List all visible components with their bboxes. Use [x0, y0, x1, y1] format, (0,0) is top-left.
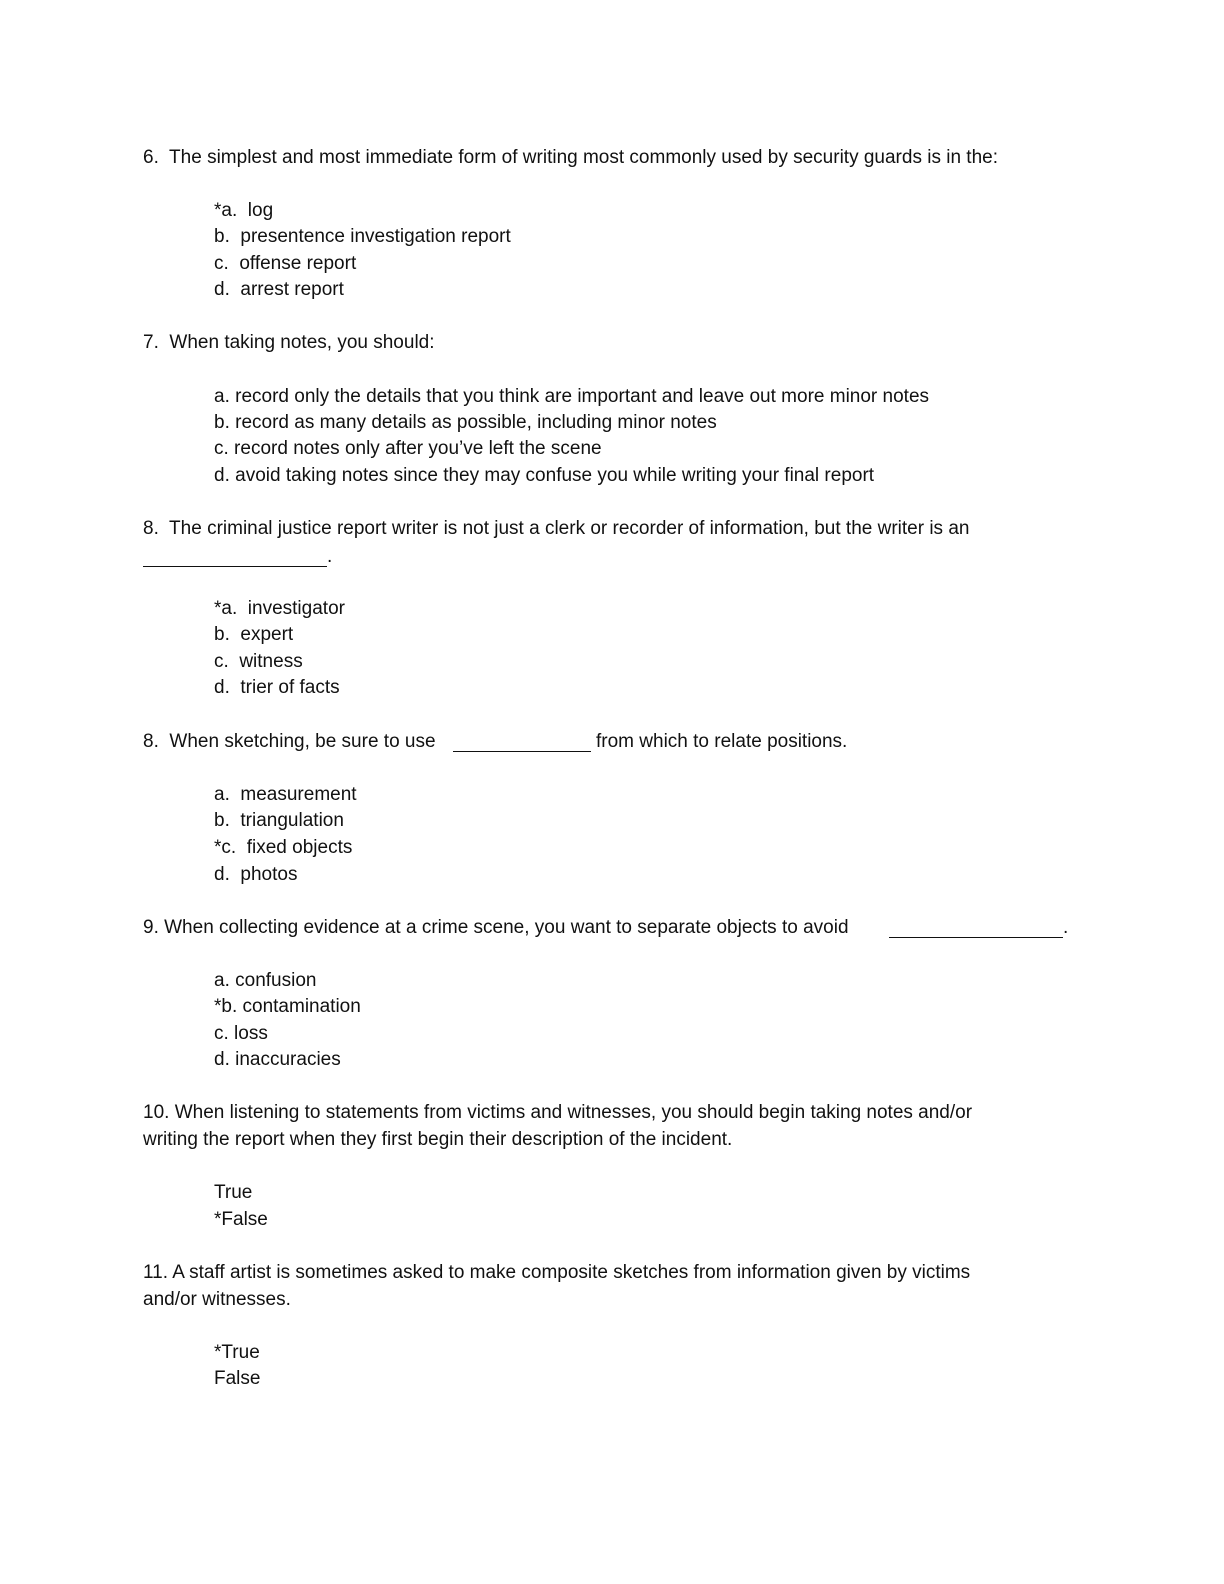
question-11-stem-line1: 11. A staff artist is sometimes asked to make composite sketches from information given by victims — [143, 1262, 971, 1283]
question-7-stem: 7. When taking notes, you should: — [143, 332, 435, 353]
question-11-option-false: False — [214, 1368, 261, 1389]
question-10-option-true: True — [214, 1182, 253, 1203]
question-6-option-d: d. arrest report — [214, 279, 344, 300]
question-7-option-c: c. record notes only after you’ve left the scene — [214, 438, 602, 459]
question-10-option-false: *False — [214, 1209, 268, 1230]
question-9-option-a: a. confusion — [214, 970, 317, 991]
question-9-option-d: d. inaccuracies — [214, 1049, 341, 1070]
question-8a-option-a: *a. investigator — [214, 598, 345, 619]
question-6-stem: 6. The simplest and most immediate form of writing most commonly used by security guards is in the: — [143, 147, 998, 168]
question-9-stem-period: . — [1063, 917, 1069, 938]
question-8b-answer-blank — [453, 751, 591, 752]
question-9-option-c: c. loss — [214, 1023, 268, 1044]
question-11-stem-line2: and/or witnesses. — [143, 1289, 291, 1310]
question-9-stem: 9. When collecting evidence at a crime scene, you want to separate objects to avoid — [143, 917, 849, 938]
question-8b-option-a: a. measurement — [214, 784, 357, 805]
question-9-option-b: *b. contamination — [214, 996, 361, 1017]
question-8a-option-b: b. expert — [214, 624, 294, 645]
question-8a-answer-blank — [143, 566, 327, 567]
question-7-option-d: d. avoid taking notes since they may confuse you while writing your final report — [214, 465, 875, 486]
question-6-option-b: b. presentence investigation report — [214, 226, 511, 247]
question-8b-option-b: b. triangulation — [214, 810, 344, 831]
question-10-stem-line1: 10. When listening to statements from victims and witnesses, you should begin taking notes and/or — [143, 1102, 973, 1123]
question-6-option-a: *a. log — [214, 200, 274, 221]
question-9-answer-blank — [889, 937, 1063, 938]
question-11-option-true: *True — [214, 1342, 260, 1363]
question-8a-stem: 8. The criminal justice report writer is not just a clerk or recorder of information, but the writer is an — [143, 518, 970, 539]
question-8b-option-d: d. photos — [214, 864, 298, 885]
question-8b-option-c: *c. fixed objects — [214, 837, 353, 858]
question-8a-option-c: c. witness — [214, 651, 303, 672]
question-10-stem-line2: writing the report when they first begin their description of the incident. — [143, 1129, 733, 1150]
question-8b-stem-before: 8. When sketching, be sure to use — [143, 731, 436, 752]
question-8b-stem-after: from which to relate positions. — [596, 731, 848, 752]
question-6-option-c: c. offense report — [214, 253, 357, 274]
question-7-option-b: b. record as many details as possible, including minor notes — [214, 412, 717, 433]
question-8a-option-d: d. trier of facts — [214, 677, 340, 698]
question-8a-stem-period: . — [327, 546, 333, 567]
question-7-option-a: a. record only the details that you think are important and leave out more minor notes — [214, 386, 930, 407]
